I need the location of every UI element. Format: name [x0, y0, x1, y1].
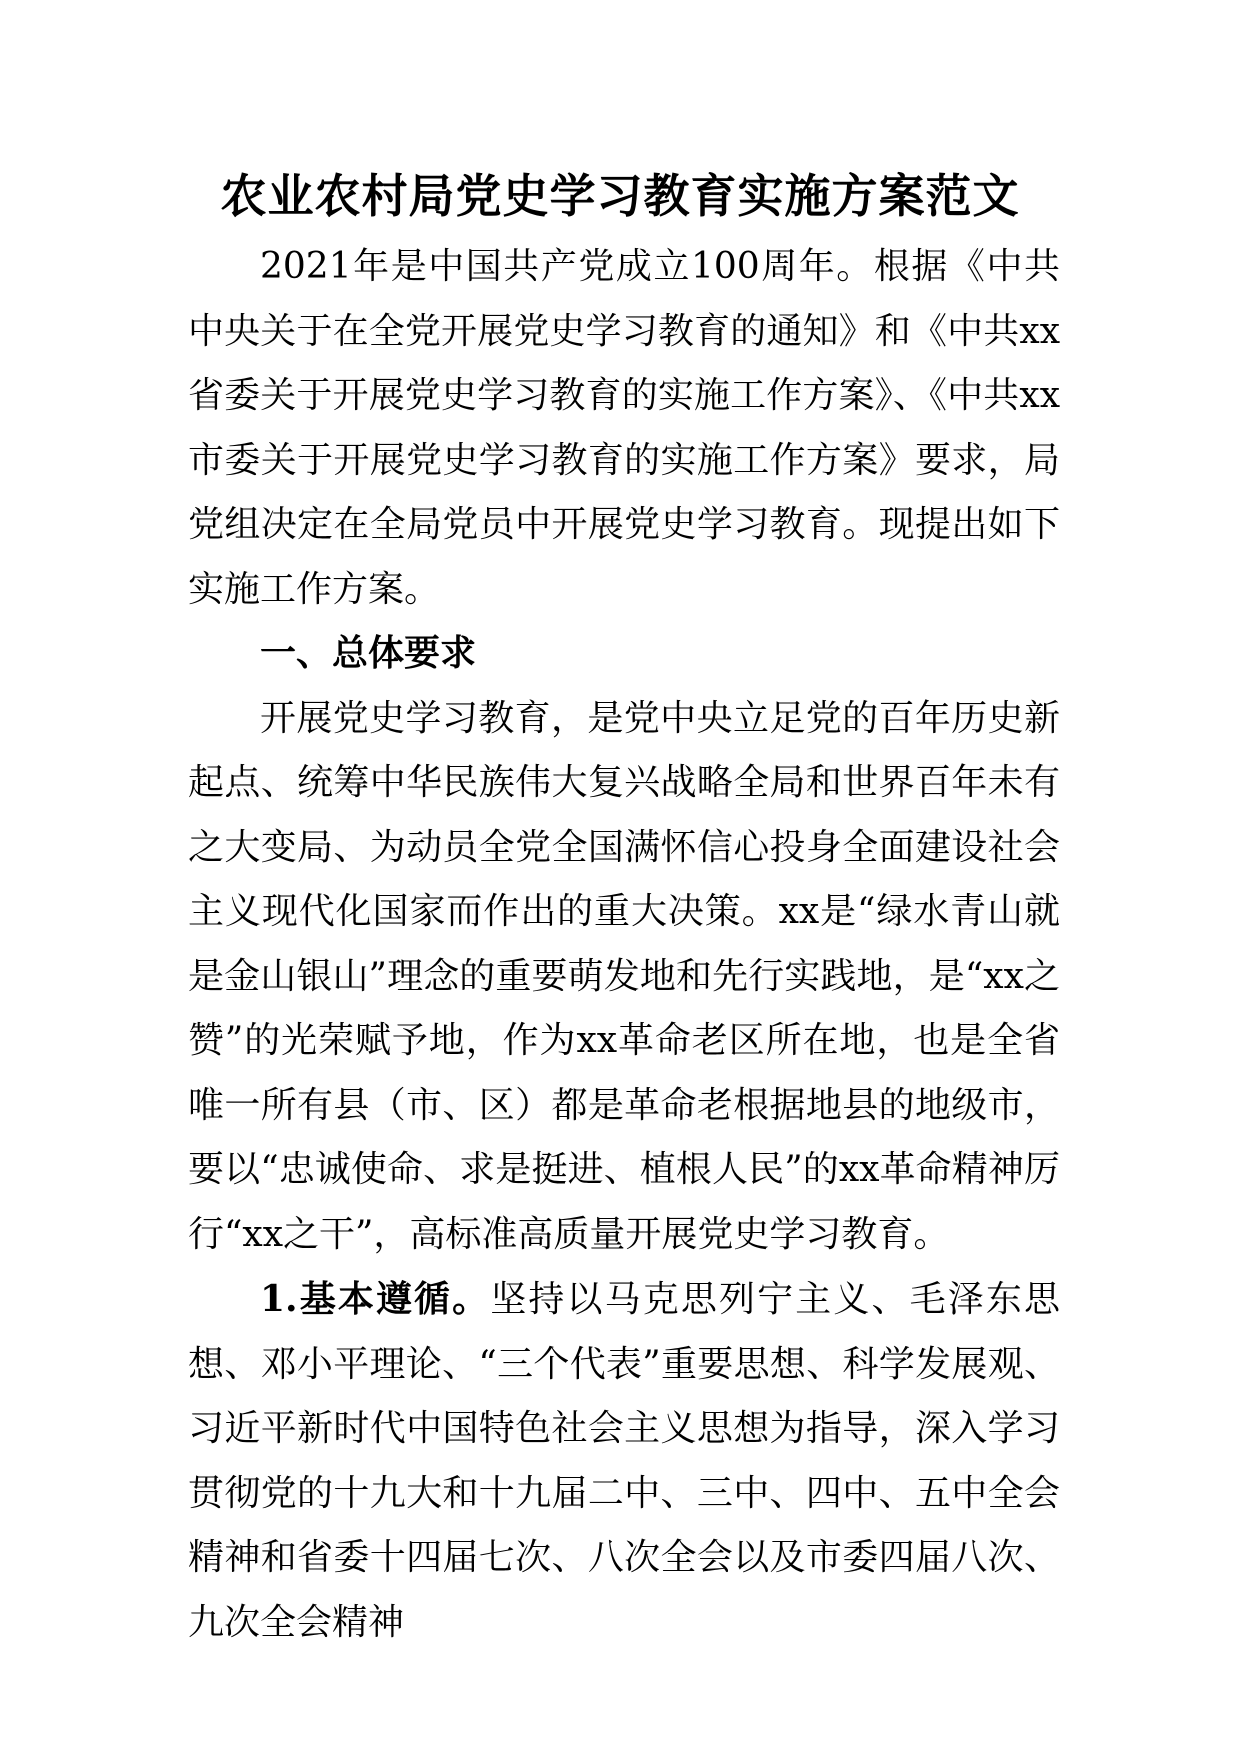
basic-principles-paragraph: [188, 1267, 1060, 1655]
intro-paragraph: 2021年是中国共产党成立100周年。根据《中共中央关于在全党开展党史学习教育的通知》和《中共xx省委关于开展党史学习教育的实施工作方案》、《中共xx市委关于开展党史学习教育的实施工作方案》要求，局党组决定在全局党员中开展党史学习教育。现提出如下实施工作方案。: [188, 246, 1060, 610]
general-requirements-paragraph: 开展党史学习教育，是党中央立足党的百年历史新起点、统筹中华民族伟大复兴战略全局和世界百年未有之大变局、为动员全党全国满怀信心投身全面建设社会主义现代化国家而作出的重大决策。xx是“绿水青山就是金山银山”理念的重要萌发地和先行实践地，是“xx之赞”的光荣赋予地，作为xx革命老区所在地，也是全省唯一所有县（市、区）都是革命老根据地县的地级市，要以“忠诚使命、求是挺进、植根人民”的xx革命精神厉行“xx之干”，高标准高质量开展党史学习教育。: [188, 697, 1060, 1255]
basic-principles-label: 1.基本遵循。: [260, 1278, 491, 1320]
document-title: 农业农村局党史学习教育实施方案范文: [220, 169, 1020, 223]
section-heading-general-requirements: 一、总体要求: [260, 633, 477, 674]
basic-principles-text: 坚持以马克思列宁主义、毛泽东思想、邓小平理论、“三个代表”重要思想、科学发展观、习近平新时代中国特色社会主义思想为指导，深入学习贯彻党的十九大和十九届二中、三中、四中、五中全会精神和省委十四届七次、八次全会以及市委四届八次、九次全会精神: [188, 1279, 1060, 1643]
document-body: [188, 235, 1060, 1655]
